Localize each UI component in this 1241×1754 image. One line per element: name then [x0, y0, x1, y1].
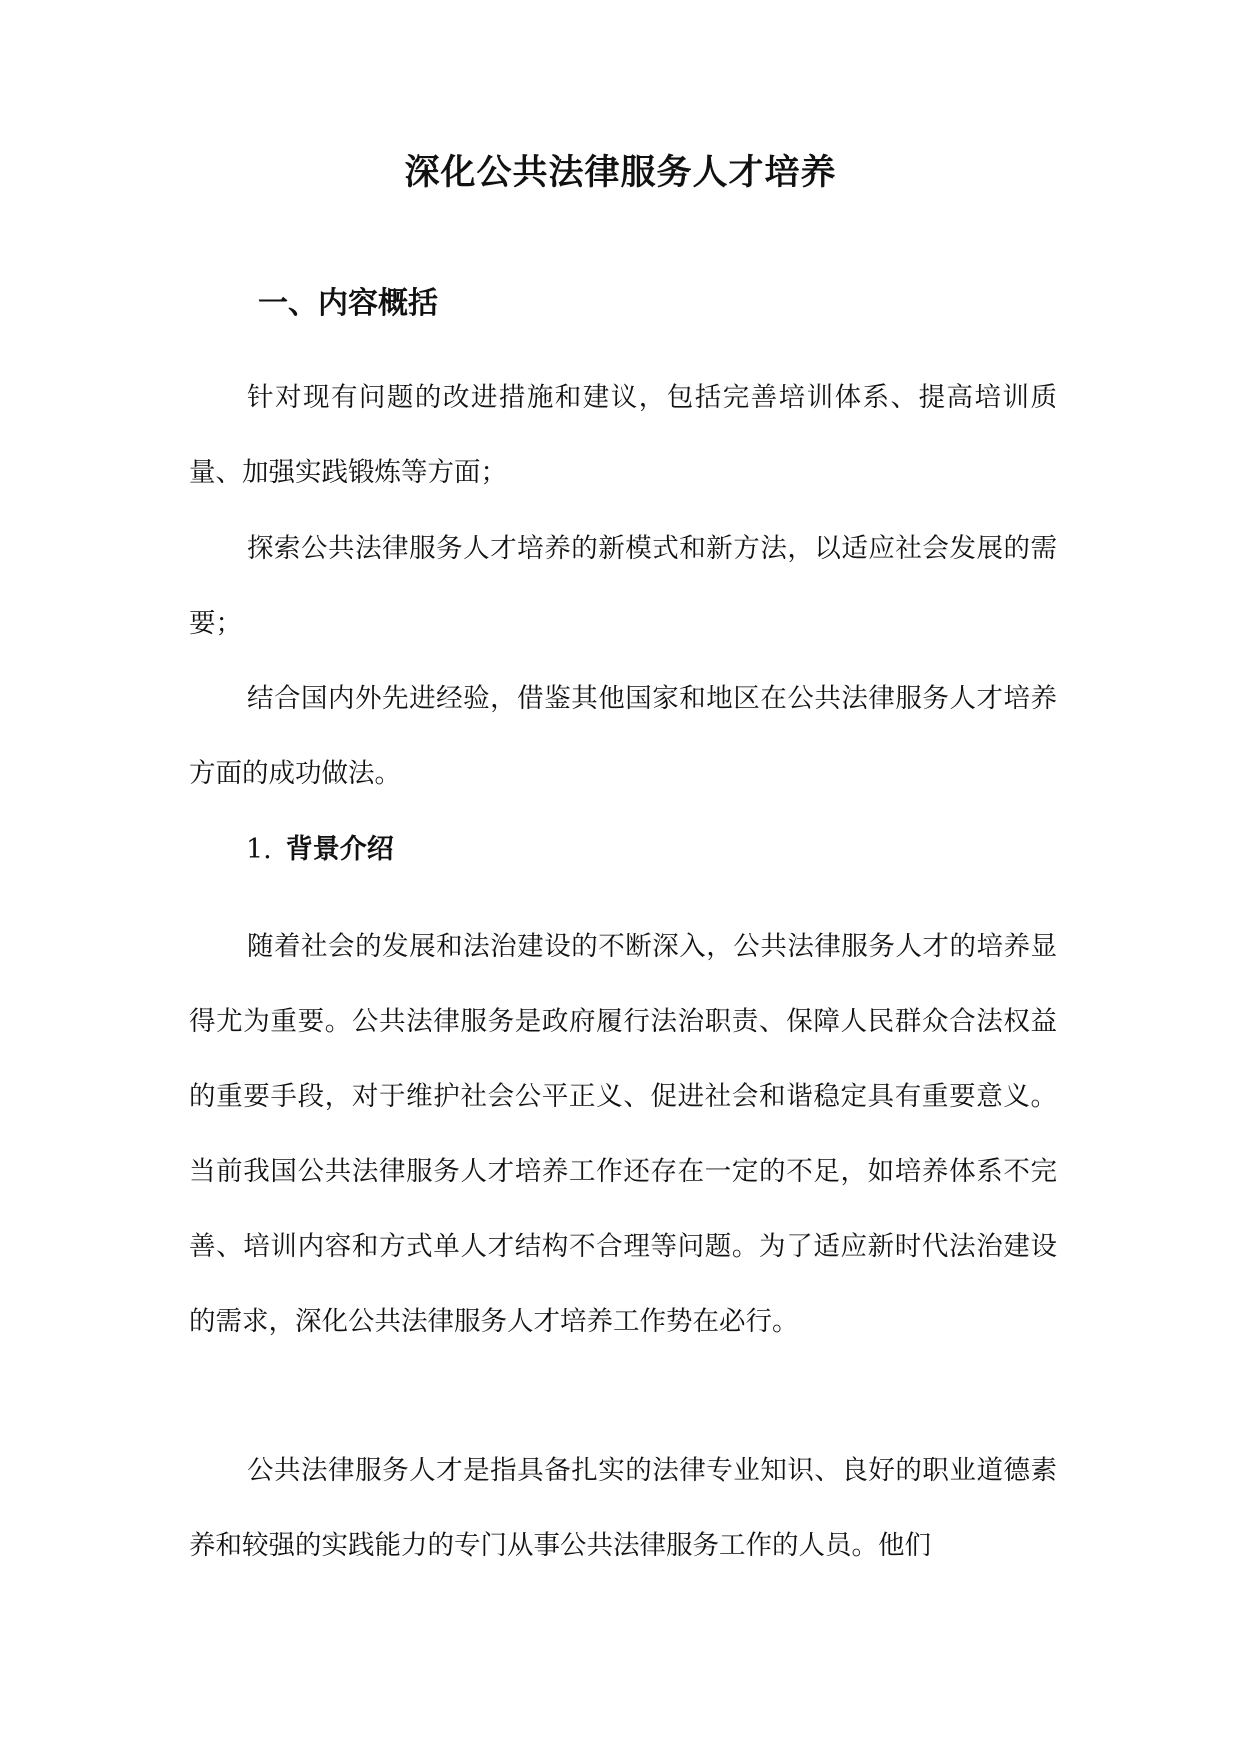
section-heading-summary: 一、内容概括: [258, 286, 438, 321]
background-paragraph-2: 公共法律服务人才是指具备扎实的法律专业知识、良好的职业道德素养和较强的实践能力的专门从事公共法律服务工作的人员。他们: [189, 1455, 1057, 1561]
background-paragraph-1: 随着社会的发展和法治建设的不断深入，公共法律服务人才的培养显得尤为重要。公共法律服务是政府履行法治职责、保障人民群众合法权益的重要手段，对于维护社会公平正义、促进社会和谐稳定具有重要意义。当前我国公共法律服务人才培养工作还存在一定的不足，如培养体系不完善、培训内容和方式单人才结构不合理等问题。为了适应新时代法治建设的需求，深化公共法律服务人才培养工作势在必行。: [189, 931, 1057, 1337]
summary-paragraph-1: 针对现有问题的改进措施和建议，包括完善培训体系、提高培训质量、加强实践锻炼等方面；: [189, 382, 1057, 488]
subsection-heading-background: [246, 830, 394, 870]
subsection-number: 1.: [246, 834, 272, 865]
summary-paragraph-3: 结合国内外先进经验，借鉴其他国家和地区在公共法律服务人才培养方面的成功做法。: [189, 683, 1057, 789]
summary-paragraph-2: 探索公共法律服务人才培养的新模式和新方法，以适应社会发展的需要；: [189, 533, 1057, 639]
subsection-heading-text: 背景介绍: [285, 834, 394, 865]
document-title: 深化公共法律服务人才培养: [404, 152, 837, 193]
